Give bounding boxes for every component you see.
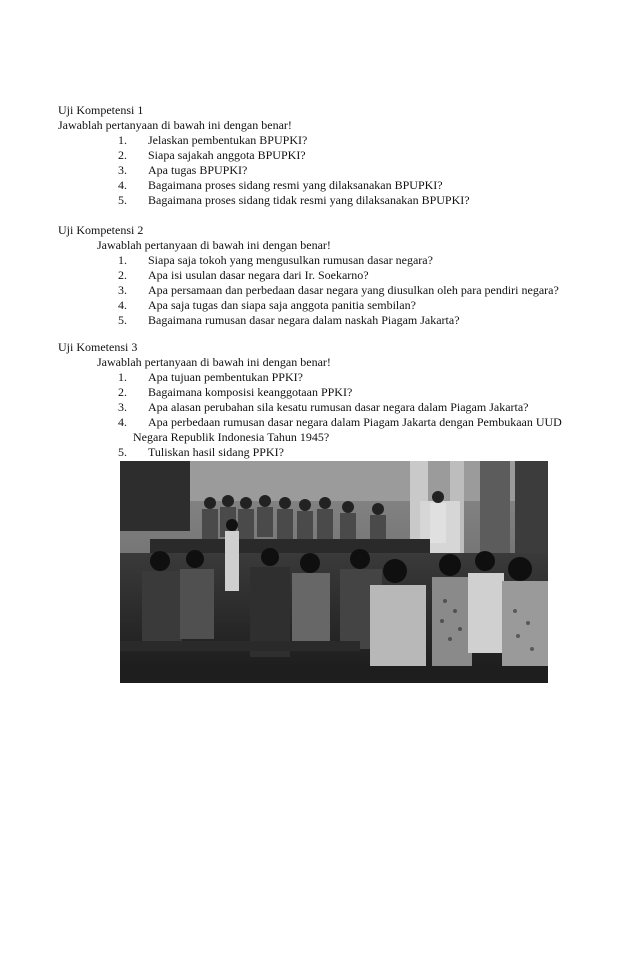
question-number: 1. bbox=[118, 133, 127, 147]
question-number: 2. bbox=[118, 385, 127, 399]
historical-meeting-photo bbox=[120, 461, 548, 683]
question-list bbox=[58, 133, 618, 208]
section-uji-kompetensi-2 bbox=[58, 223, 618, 328]
question-text: Bagaimana proses sidang resmi yang dilaksanakan BPUPKI? bbox=[148, 178, 443, 192]
question-number: 5. bbox=[118, 313, 127, 327]
question-text: Bagaimana komposisi keanggotaan PPKI? bbox=[148, 385, 353, 399]
question-text: Siapa sajakah anggota BPUPKI? bbox=[148, 148, 306, 162]
question-number: 3. bbox=[118, 400, 127, 414]
question-list bbox=[58, 370, 618, 460]
question-item bbox=[58, 283, 618, 298]
section-title: Uji Kometensi 3 bbox=[58, 340, 138, 354]
question-number: 2. bbox=[118, 148, 127, 162]
question-item bbox=[58, 370, 618, 385]
question-item bbox=[58, 415, 618, 445]
question-item bbox=[58, 400, 618, 415]
question-item bbox=[58, 148, 618, 163]
question-text: Jelaskan pembentukan BPUPKI? bbox=[148, 133, 308, 147]
question-text: Apa alasan perubahan sila kesatu rumusan dasar negara dalam Piagam Jakarta? bbox=[148, 400, 529, 414]
question-number: 2. bbox=[118, 268, 127, 282]
question-item bbox=[58, 385, 618, 400]
question-number: 5. bbox=[118, 445, 127, 459]
question-item bbox=[58, 445, 618, 460]
question-text: Apa isi usulan dasar negara dari Ir. Soekarno? bbox=[148, 268, 369, 282]
question-number: 3. bbox=[118, 163, 127, 177]
section-uji-kompetensi-1 bbox=[58, 103, 618, 208]
question-number: 4. bbox=[118, 298, 127, 312]
question-number: 4. bbox=[118, 415, 127, 429]
question-number: 3. bbox=[118, 283, 127, 297]
section-uji-kometensi-3 bbox=[58, 340, 618, 460]
section-title: Uji Kompetensi 2 bbox=[58, 223, 144, 237]
question-number: 1. bbox=[118, 370, 127, 384]
question-item bbox=[58, 133, 618, 148]
question-number: 1. bbox=[118, 253, 127, 267]
section-instruction: Jawablah pertanyaan di bawah ini dengan benar! bbox=[97, 355, 331, 369]
question-text: Apa persamaan dan perbedaan dasar negara yang diusulkan oleh para pendiri negara? bbox=[148, 283, 559, 297]
question-text: Bagaimana rumusan dasar negara dalam naskah Piagam Jakarta? bbox=[148, 313, 460, 327]
question-number: 5. bbox=[118, 193, 127, 207]
question-list bbox=[58, 253, 618, 328]
question-text: Apa tugas BPUPKI? bbox=[148, 163, 248, 177]
question-item bbox=[58, 313, 618, 328]
question-number: 4. bbox=[118, 178, 127, 192]
question-text: Apa perbedaan rumusan dasar negara dalam Piagam Jakarta dengan Pembukaan UUD bbox=[148, 415, 562, 429]
question-text: Bagaimana proses sidang tidak resmi yang dilaksanakan BPUPKI? bbox=[148, 193, 470, 207]
question-item bbox=[58, 268, 618, 283]
question-text-continuation: Negara Republik Indonesia Tahun 1945? bbox=[133, 430, 330, 444]
question-item bbox=[58, 253, 618, 268]
section-instruction: Jawablah pertanyaan di bawah ini dengan benar! bbox=[58, 118, 292, 132]
question-item bbox=[58, 298, 618, 313]
question-item bbox=[58, 193, 618, 208]
question-item bbox=[58, 178, 618, 193]
question-item bbox=[58, 163, 618, 178]
question-text: Apa tujuan pembentukan PPKI? bbox=[148, 370, 303, 384]
section-instruction: Jawablah pertanyaan di bawah ini dengan benar! bbox=[97, 238, 331, 252]
question-text: Apa saja tugas dan siapa saja anggota panitia sembilan? bbox=[148, 298, 416, 312]
question-text: Tuliskan hasil sidang PPKI? bbox=[148, 445, 284, 459]
question-text: Siapa saja tokoh yang mengusulkan rumusan dasar negara? bbox=[148, 253, 433, 267]
section-title: Uji Kompetensi 1 bbox=[58, 103, 144, 117]
